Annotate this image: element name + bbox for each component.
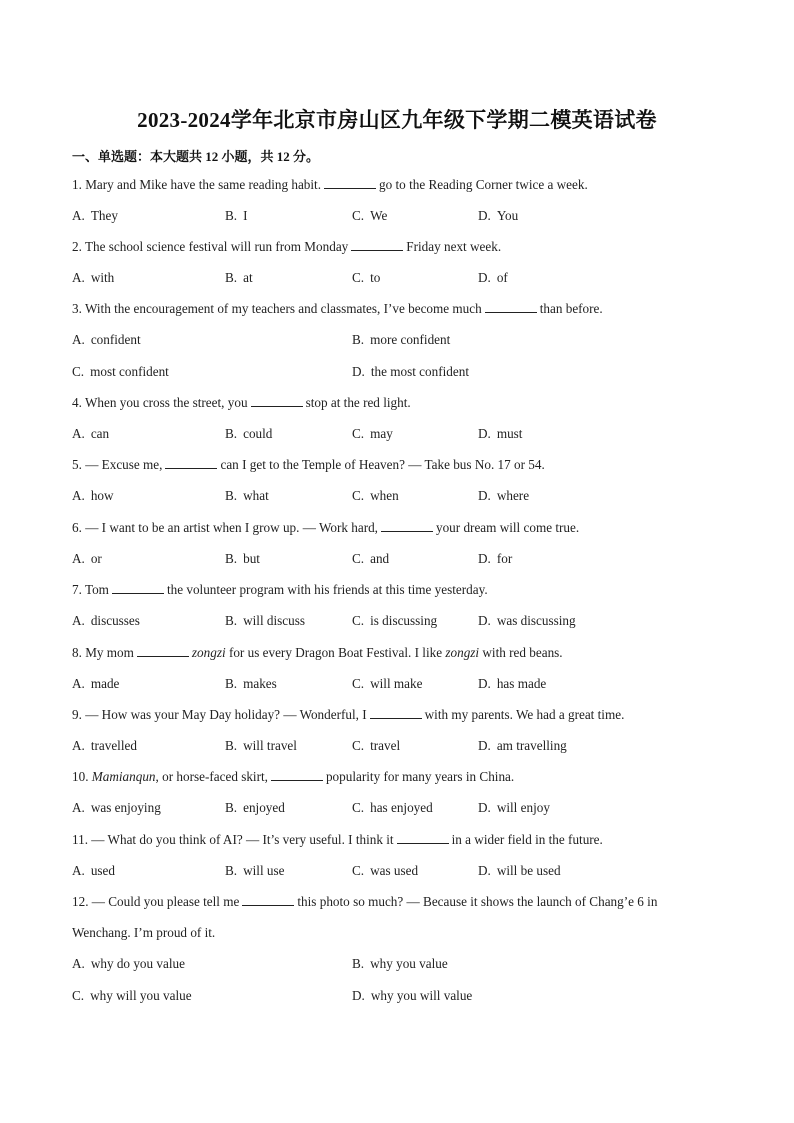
question-stem: — Could you please tell me [91,894,240,909]
answer-blank [165,457,217,469]
answer-blank [242,894,294,906]
question-stem: — How was your May Day holiday? — Wonderful, I [85,707,367,722]
question-stem: for us every Dragon Boat Festival. I like [228,645,443,660]
question-4 [72,394,411,412]
option-d: D. must [478,426,523,441]
option-d: D. was discussing [478,613,576,628]
question-2 [72,238,501,256]
option-a: A. with [72,270,115,285]
option-c: C. and [352,551,390,566]
question-stem: Mary and Mike have the same reading habit. [85,177,322,192]
option-a: A. why do you value [72,956,185,971]
option-c: C. is discussing [352,613,438,628]
option-d: D. will be used [478,863,561,878]
question-stem: Friday next week. [406,239,502,254]
question-stem: with red beans. [482,645,563,660]
option-d: D. the most confident [352,364,469,379]
question-number: 8. [72,645,82,660]
question-number: 10. [72,769,89,784]
option-d: D. for [478,551,513,566]
question-number: 12. [72,894,89,909]
option-a: A. how [72,488,114,503]
question-stem: — What do you think of AI? — It’s very useful. I think it [91,832,394,847]
answer-blank [351,239,403,251]
option-c: C. why will you value [72,988,192,1003]
question-number: 5. [72,457,82,472]
option-a: A. made [72,676,120,691]
answer-blank [370,707,422,719]
answer-blank [137,645,189,657]
question-number: 9. [72,707,82,722]
option-b: B. what [225,488,269,503]
question-1 [72,176,588,194]
question-stem: — I want to be an artist when I grow up. — Work hard, [85,520,378,535]
question-12 [72,893,657,911]
option-b: B. I [225,208,248,223]
option-d: D. You [478,208,519,223]
option-b: B. enjoyed [225,800,285,815]
option-b: B. at [225,270,253,285]
question-10 [72,768,514,786]
option-d: D. of [478,270,508,285]
question-5 [72,456,545,474]
option-c: C. We [352,208,388,223]
question-number: 1. [72,177,82,192]
option-a: A. travelled [72,738,137,753]
option-a: A. or [72,551,102,566]
option-c: C. travel [352,738,401,753]
question-stem: My mom [85,645,134,660]
option-b: B. why you value [352,956,448,971]
question-stem: The school science festival will run from Monday [84,239,349,254]
question-stem: the volunteer program with his friends at this time yesterday. [166,582,488,597]
question-stem: Tom [84,582,109,597]
question-3 [72,300,603,318]
option-d: D. why you will value [352,988,473,1003]
italic-term: zongzi [445,645,480,660]
question-number: 7. [72,582,82,597]
question-8 [72,644,563,662]
answer-blank [251,395,303,407]
italic-term: zongzi [191,645,226,660]
question-number: 4. [72,395,82,410]
option-c: C. most confident [72,364,169,379]
option-b: B. more confident [352,332,451,347]
option-b: B. but [225,551,260,566]
question-stem: than before. [539,301,603,316]
question-6 [72,519,579,537]
option-d: D. am travelling [478,738,567,753]
question-stem: Wenchang. I’m proud of it. [72,925,216,940]
answer-blank [324,177,376,189]
option-c: C. has enjoyed [352,800,433,815]
page-title: 2023-2024学年北京市房山区九年级下学期二模英语试卷 [137,108,657,132]
option-c: C. when [352,488,399,503]
option-d: D. will enjoy [478,800,550,815]
option-a: A. They [72,208,118,223]
question-stem: this photo so much? — Because it shows the launch of Chang’e 6 in [297,894,658,909]
option-c: C. will make [352,676,423,691]
option-b: B. could [225,426,273,441]
option-c: C. may [352,426,393,441]
question-9 [72,706,624,724]
question-number: 11. [72,832,88,847]
question-stem: with my parents. We had a great time. [424,707,625,722]
question-stem: can I get to the Temple of Heaven? — Take bus No. 17 or 54. [220,457,545,472]
question-11 [72,831,603,849]
question-7 [72,581,488,599]
option-a: A. discusses [72,613,140,628]
question-stem: popularity for many years in China. [325,769,515,784]
option-c: C. was used [352,863,419,878]
question-stem: go to the Reading Corner twice a week. [379,177,588,192]
answer-blank [112,582,164,594]
question-stem: your dream will come true. [435,520,580,535]
question-number: 2. [72,239,82,254]
option-a: A. confident [72,332,141,347]
option-b: B. will use [225,863,285,878]
option-a: A. can [72,426,110,441]
option-a: A. was enjoying [72,800,161,815]
question-12-continued [72,924,215,942]
question-stem: in a wider field in the future. [451,832,603,847]
option-d: D. has made [478,676,547,691]
option-c: C. to [352,270,381,285]
answer-blank [397,832,449,844]
option-a: A. used [72,863,116,878]
option-d: D. where [478,488,530,503]
question-number: 6. [72,520,82,535]
italic-term: Mamianqun [91,769,156,784]
question-stem: With the encouragement of my teachers and classmates, I’ve become much [84,301,482,316]
section-heading: 一、单选题：本大题共 12 小题，共 12 分。 [72,149,320,164]
question-stem: , or horse-faced skirt, [155,769,268,784]
option-b: B. will travel [225,738,297,753]
question-stem: — Excuse me, [85,457,163,472]
answer-blank [485,301,537,313]
answer-blank [381,520,433,532]
option-b: B. makes [225,676,277,691]
question-stem: stop at the red light. [305,395,411,410]
answer-blank [271,769,323,781]
option-b: B. will discuss [225,613,306,628]
question-stem: When you cross the street, you [84,395,248,410]
question-number: 3. [72,301,82,316]
